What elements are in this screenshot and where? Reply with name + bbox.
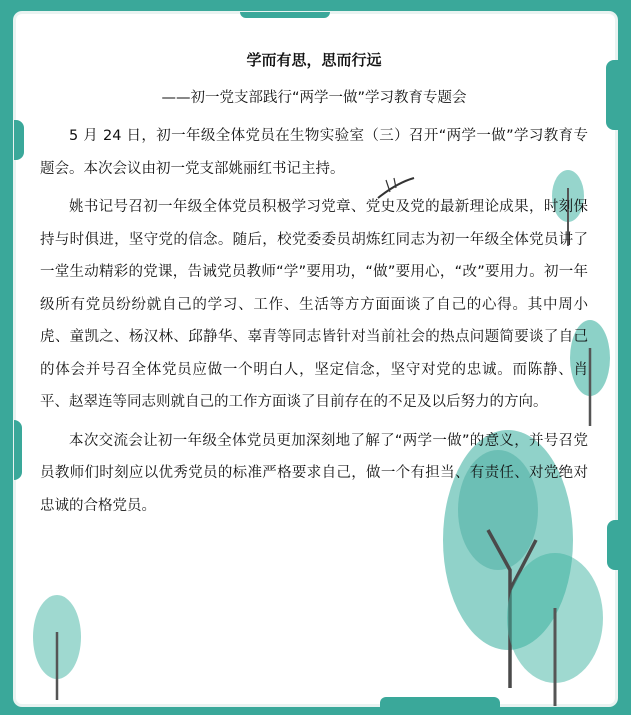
tree-icon — [500, 548, 610, 708]
ragged-edge — [380, 697, 500, 707]
ragged-edge — [606, 60, 618, 130]
ragged-edge — [14, 120, 24, 160]
ragged-edge — [14, 420, 22, 480]
ragged-edge — [240, 12, 330, 18]
article-subtitle: ——初一党支部践行“两学一做”学习教育专题会 — [161, 90, 467, 106]
paragraph-1: 5 月 24 日，初一年级全体党员在生物实验室（三）召开“两学一做”学习教育专题会。本次会议由初一党支部姚丽红书记主持。 — [40, 128, 588, 177]
article — [40, 48, 588, 522]
paragraph-2: 姚书记号召初一年级全体党员积极学习党章、党史及党的最新理论成果，时刻保持与时俱进，坚守党的信念。随后，校党委委员胡炼红同志为初一年级全体党员讲了一堂生动精彩的党课，告诫党员教师“学”要用功，“做”要用心，“改”要用力。初一年级所有党员纷纷就自己的学习、工作、生活等方方面面谈了自己的心得。其中周小虎、童凯之、杨汉林、邱静华、辜青等同志皆针对当前社会的热点问题简要谈了自己的体会并号召全体党员应做一个明白人，坚定信念，坚守对党的忠诚。而陈静、肖平、赵翠连等同志则就自己的工作方面谈了目前存在的不足及以后努力的方向。 — [40, 199, 588, 410]
paragraph-3: 本次交流会让初一年级全体党员更加深刻地了解了“两学一做”的意义，并号召党员教师们时刻应以优秀党员的标准严格要求自己，做一个有担当、有责任、对党绝对忠诚的合格党员。 — [40, 432, 588, 514]
article-title: 学而有思，思而行远 — [246, 51, 382, 69]
tree-icon — [30, 592, 85, 702]
